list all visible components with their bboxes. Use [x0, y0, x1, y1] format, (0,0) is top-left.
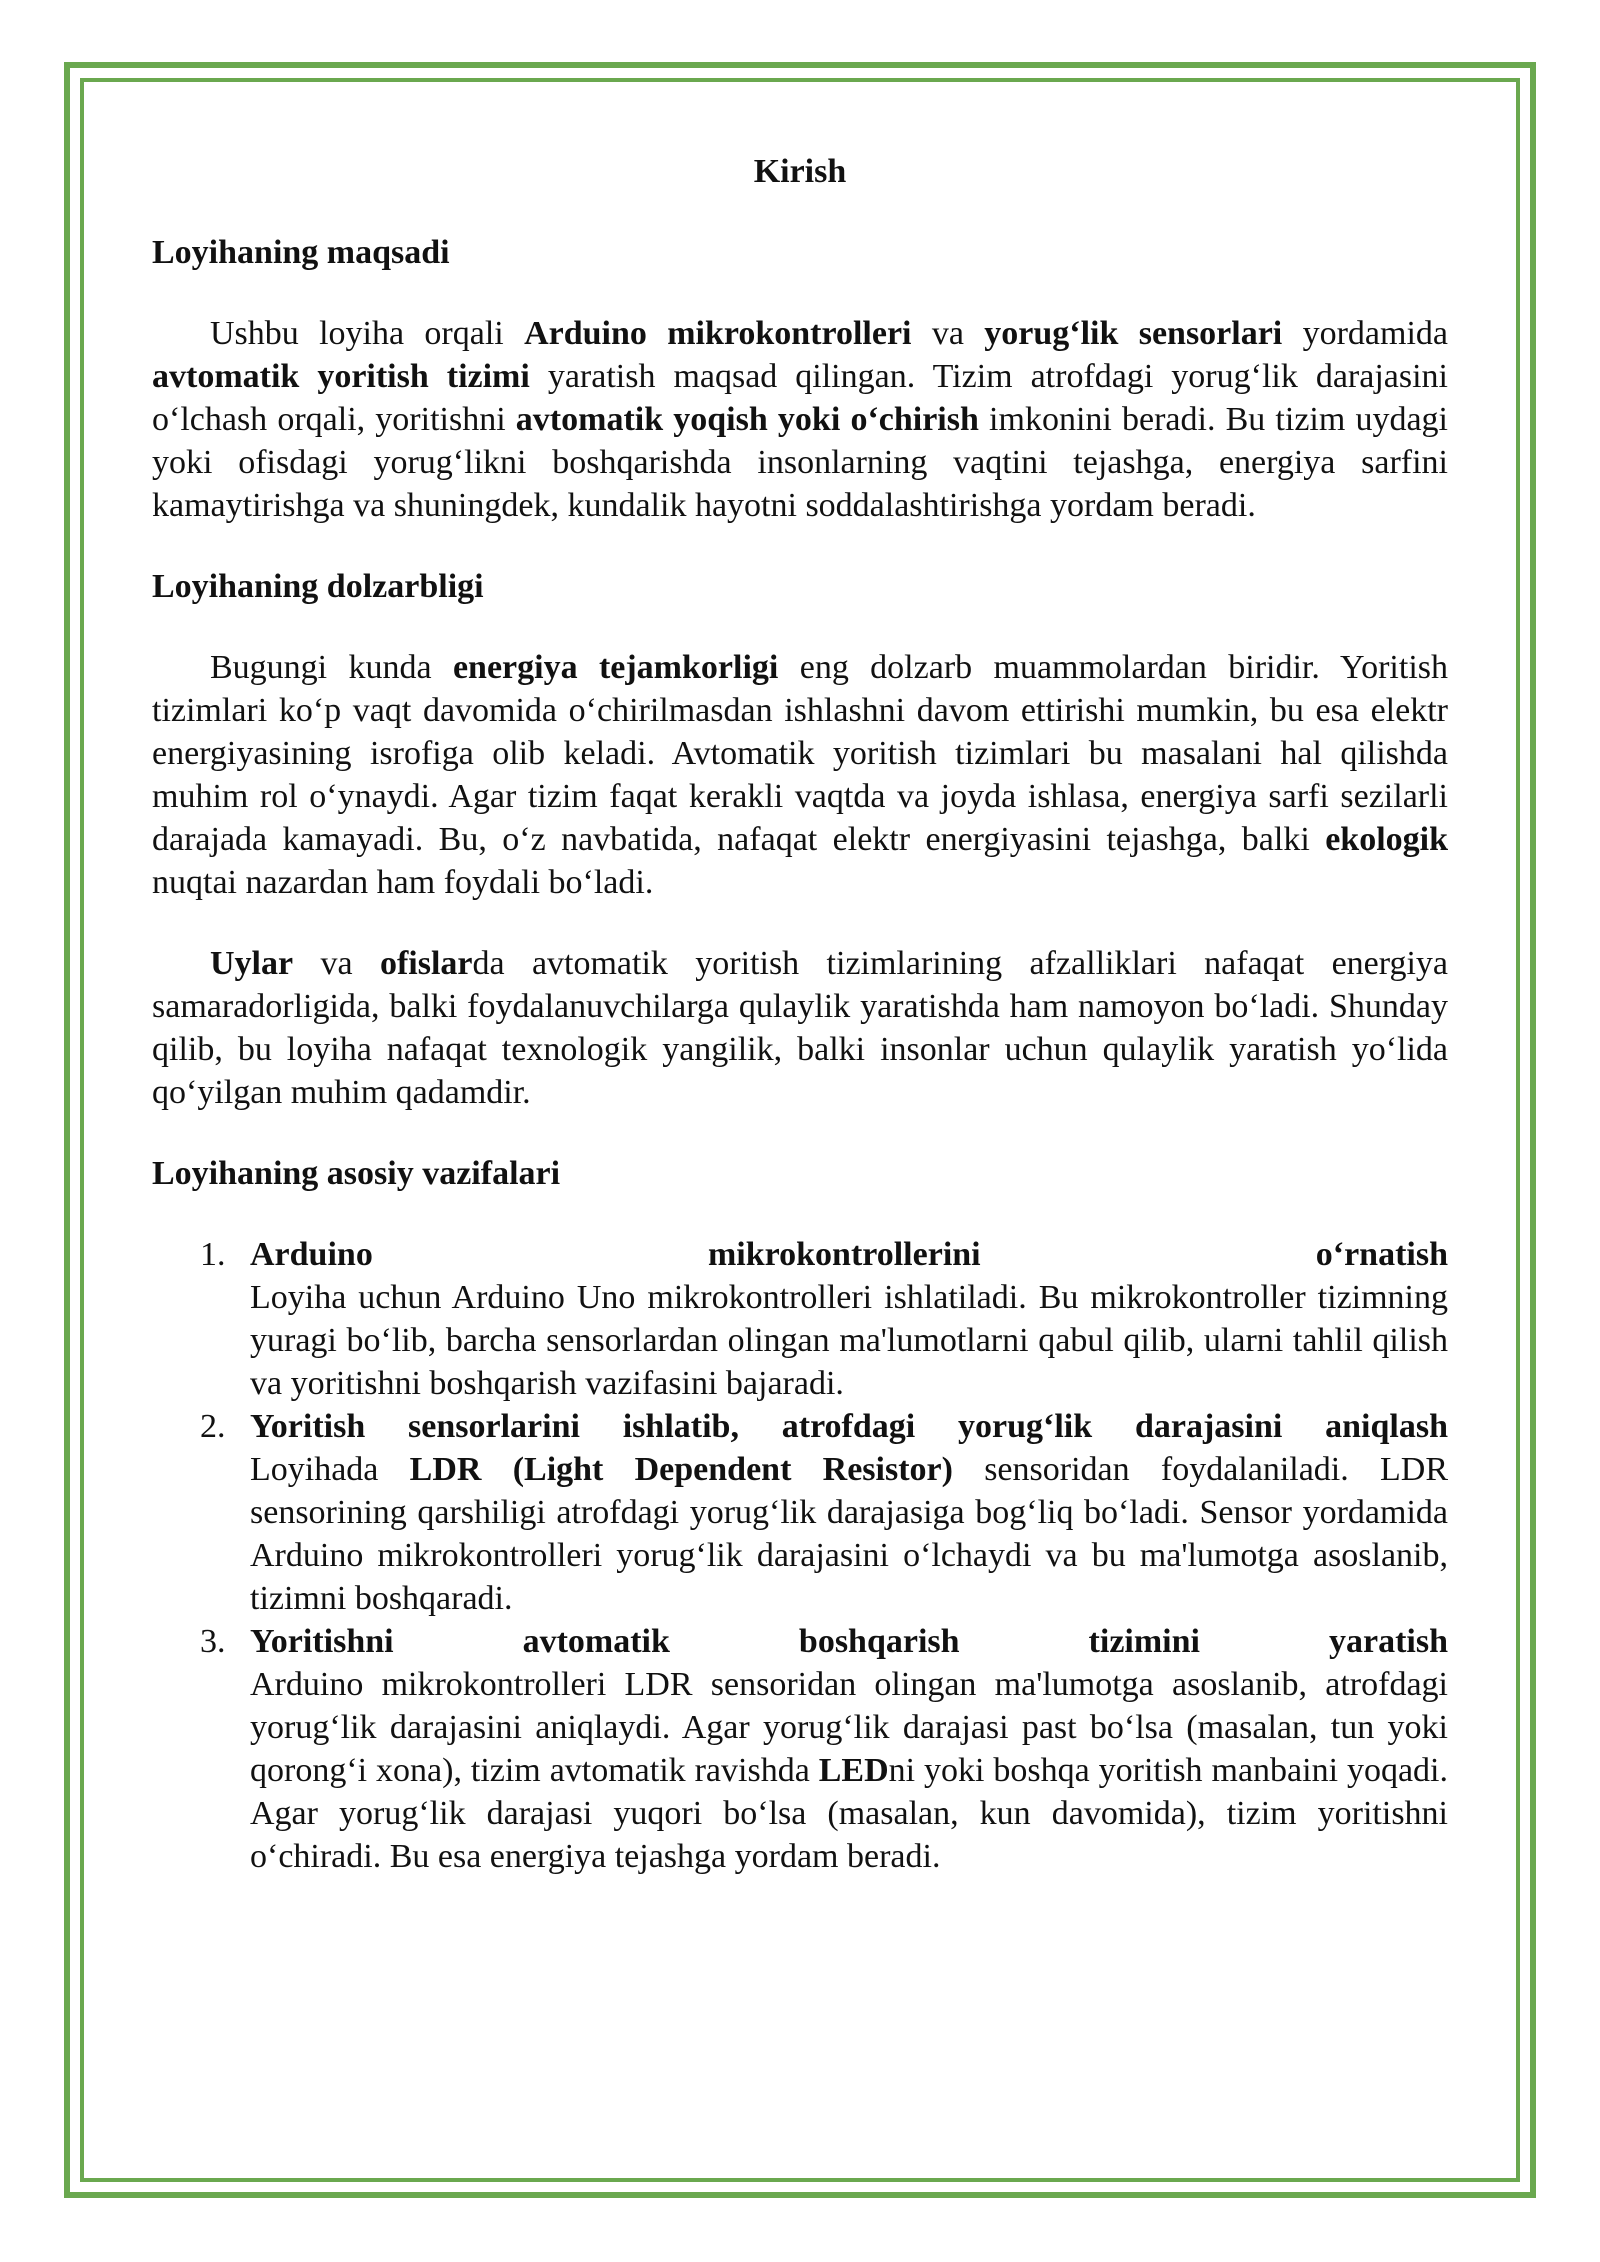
paragraph-maqsad: Ushbu loyiha orqali Arduino mikrokontrolleri va yorug‘lik sensorlari yordamida avtomatik yoritish tizimi yaratish maqsad qilingan. Tizim atrofdagi yorug‘lik darajasini o‘lchash orqali, yoritishni avtomatik yoqish yoki o‘chirish imkonini beradi. Bu tizim uydagi yoki ofisdagi yorug‘likni boshqarishda insonlarning vaqtini tejashga, energiya sarfini kamaytirishga va shuningdek, kundalik hayotni soddalashtirishga yordam beradi.: [152, 315, 1448, 524]
document-body: [152, 150, 1448, 1878]
section-heading-dolzarblik: Loyihaning dolzarbligi: [152, 568, 484, 605]
task-description: Loyihada LDR (Light Dependent Resistor) sensoridan foydalaniladi. LDR sensorining qarshiligi atrofdagi yorug‘lik darajasiga bog‘liq bo‘ladi. Sensor yordamida Arduino mikrokontrolleri yorug‘lik darajasini o‘lchaydi va bu ma'lumotga asoslanib, tizimni boshqaradi.: [250, 1451, 1448, 1617]
task-title: Yoritish sensorlarini ishlatib, atrofdagi yorug‘lik darajasini aniqlash: [250, 1408, 1448, 1445]
task-description: Loyiha uchun Arduino Uno mikrokontrolleri ishlatiladi. Bu mikrokontroller tizimning yuragi bo‘lib, barcha sensorlardan olingan ma'lumotlarni qabul qilib, ularni tahlil qilish va yoritishni boshqarish vazifasini bajaradi.: [250, 1279, 1448, 1402]
list-item: [152, 1233, 1448, 1405]
page-title: Kirish: [753, 153, 847, 190]
list-item: [152, 1620, 1448, 1878]
paragraph-dolzarblik-2: Uylar va ofislarda avtomatik yoritish tizimlarining afzalliklari nafaqat energiya samaradorligida, balki foydalanuvchilarga qulaylik yaratishda ham namoyon bo‘ladi. Shunday qilib, bu loyiha nafaqat texnologik yangilik, balki insonlar uchun qulaylik yaratish yo‘lida qo‘yilgan muhim qadamdir.: [152, 945, 1448, 1111]
task-list: [152, 1233, 1448, 1878]
section-heading-maqsad: Loyihaning maqsadi: [152, 234, 450, 271]
list-item-number: 1.: [200, 1236, 226, 1273]
paragraph-dolzarblik-1: Bugungi kunda energiya tejamkorligi eng dolzarb muammolardan biridir. Yoritish tizimlari ko‘p vaqt davomida o‘chirilmasdan ishlashni davom ettirishi mumkin, bu esa elektr energiyasining isrofiga olib keladi. Avtomatik yoritish tizimlari bu masalani hal qilishda muhim rol o‘ynaydi. Agar tizim faqat kerakli vaqtda va joyda ishlasa, energiya sarfi sezilarli darajada kamayadi. Bu, o‘z navbatida, nafaqat elektr energiyasini tejashga, balki ekologik nuqtai nazardan ham foydali bo‘ladi.: [152, 649, 1449, 901]
list-item: [152, 1405, 1448, 1620]
section-heading-vazifalar: Loyihaning asosiy vazifalari: [152, 1155, 561, 1192]
task-title: Arduino mikrokontrollerini o‘rnatish: [250, 1236, 1448, 1273]
task-description: Arduino mikrokontrolleri LDR sensoridan olingan ma'lumotga asoslanib, atrofdagi yorug‘lik darajasini aniqlaydi. Agar yorug‘lik darajasi past bo‘lsa (masalan, tun yoki qorong‘i xona), tizim avtomatik ravishda LEDni yoki boshqa yoritish manbaini yoqadi. Agar yorug‘lik darajasi yuqori bo‘lsa (masalan, kun davomida), tizim yoritishni o‘chiradi. Bu esa energiya tejashga yordam beradi.: [250, 1666, 1448, 1875]
task-title: Yoritishni avtomatik boshqarish tizimini yaratish: [250, 1623, 1448, 1660]
list-item-number: 2.: [200, 1408, 226, 1445]
list-item-number: 3.: [200, 1623, 226, 1660]
